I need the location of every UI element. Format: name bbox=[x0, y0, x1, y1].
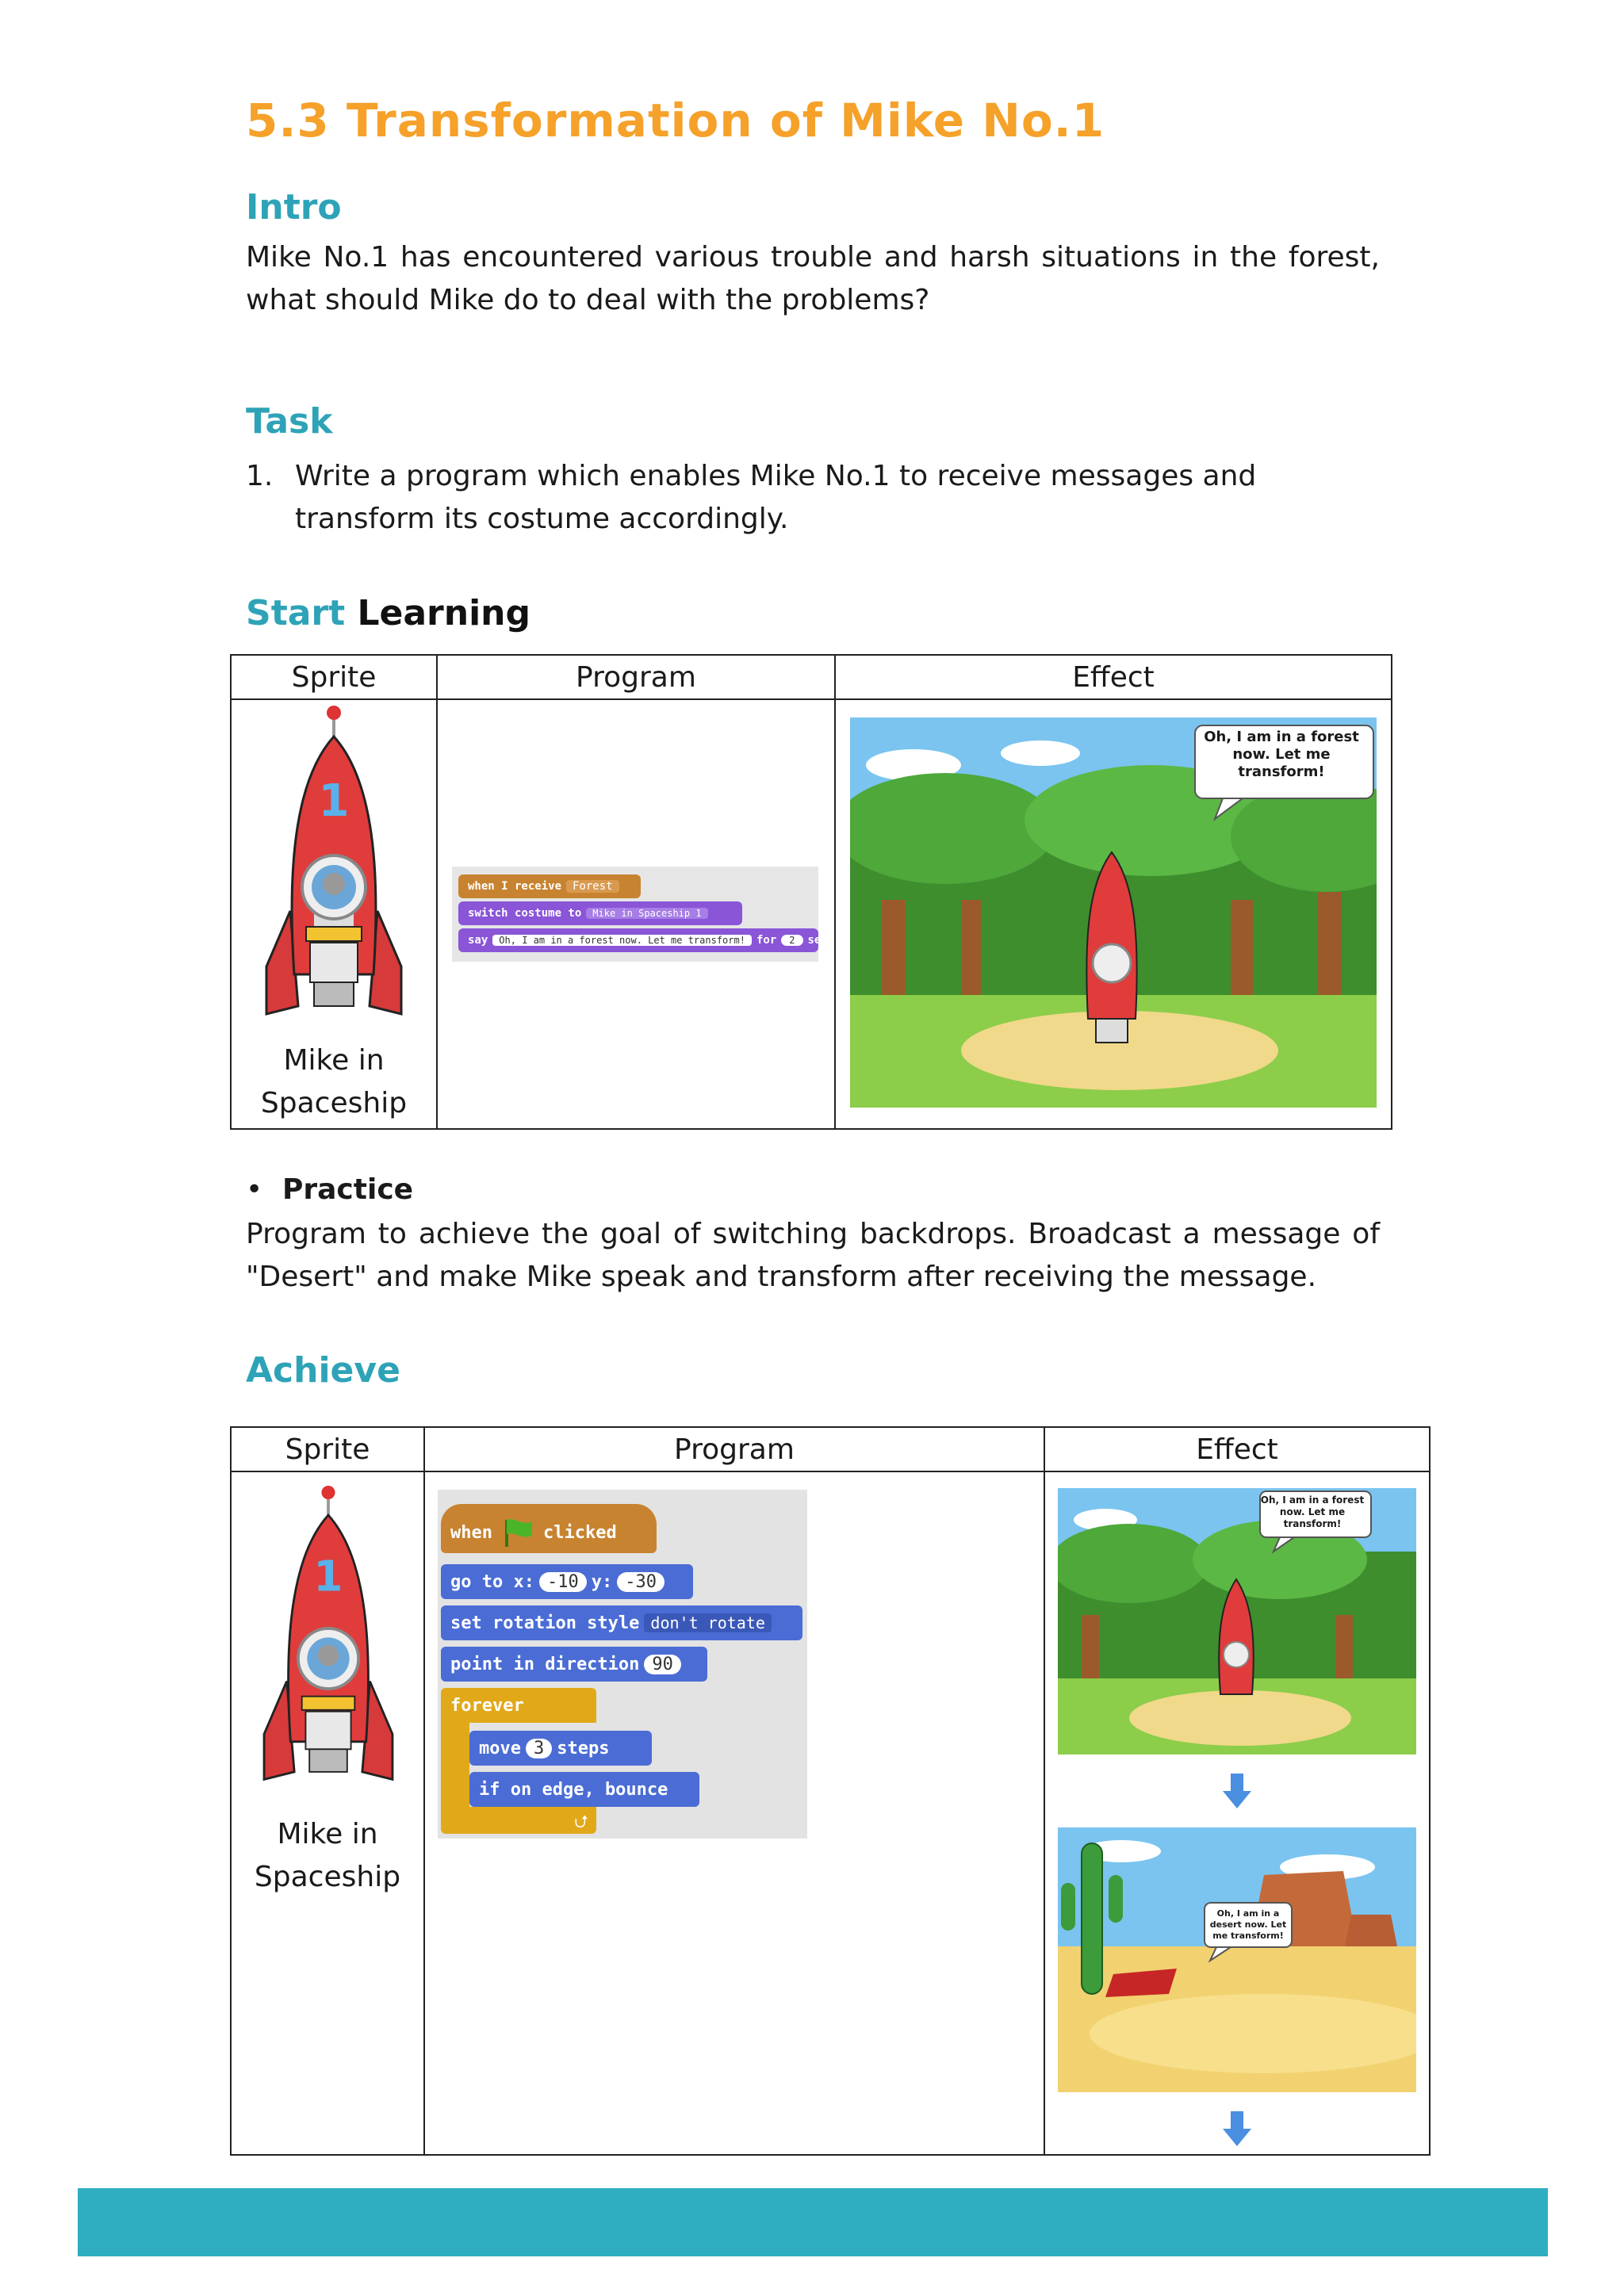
forever-label-bar bbox=[441, 1688, 596, 1723]
block-say bbox=[458, 928, 835, 952]
start-learning-table bbox=[230, 654, 1392, 1130]
intro-heading: Intro bbox=[246, 187, 342, 228]
x-input[interactable]: -10 bbox=[539, 1572, 587, 1592]
program-cell bbox=[437, 699, 835, 1129]
block-label: when bbox=[450, 1522, 492, 1543]
block-label: clicked bbox=[542, 1522, 617, 1543]
block-label: say bbox=[468, 934, 488, 947]
block-when-flag-clicked bbox=[441, 1504, 657, 1553]
rotation-style-dropdown[interactable]: don't rotate bbox=[644, 1613, 772, 1632]
table-header-program: Program bbox=[437, 655, 835, 699]
sprite-cell bbox=[231, 699, 437, 1129]
rocket-sprite-image bbox=[251, 705, 417, 1038]
forever-arm bbox=[441, 1723, 469, 1810]
block-label: secs bbox=[807, 934, 835, 947]
practice-bullet: • bbox=[246, 1173, 263, 1206]
block-label: switch costume to bbox=[468, 907, 582, 920]
block-label: for bbox=[756, 934, 777, 947]
desert-speech-bubble: Oh, I am in a desert now. Let me transform! bbox=[1209, 1908, 1287, 1941]
block-if-on-edge-bounce bbox=[469, 1772, 699, 1807]
sprite-caption bbox=[232, 1039, 436, 1125]
message-dropdown[interactable]: Forest bbox=[566, 880, 619, 893]
arrow-down-icon bbox=[1221, 1774, 1253, 1810]
block-label: steps bbox=[557, 1738, 610, 1758]
table-header-program: Program bbox=[424, 1427, 1044, 1471]
block-label: when I receive bbox=[468, 880, 562, 893]
task-item-text: Write a program which enables Mike No.1 to receive messages and transform its costume accordingly. bbox=[295, 460, 1257, 535]
rocket-sprite-image bbox=[249, 1477, 408, 1810]
svg-text:1: 1 bbox=[318, 775, 350, 827]
direction-input[interactable]: 90 bbox=[644, 1655, 681, 1674]
sprite-caption-line1: Mike in bbox=[277, 1818, 378, 1850]
page-title: 5.3 Transformation of Mike No.1 bbox=[246, 94, 1105, 147]
block-move-steps bbox=[469, 1731, 652, 1766]
sprite-cell bbox=[231, 1471, 424, 2155]
block-when-receive bbox=[458, 874, 641, 898]
forest-speech-bubble: Oh, I am in a forest now. Let me transform! bbox=[1260, 1494, 1365, 1529]
arrow-down-icon bbox=[1221, 2111, 1253, 2148]
sprite-caption-line1: Mike in bbox=[283, 1044, 385, 1077]
start-learning-heading-part2: Learning bbox=[357, 593, 530, 633]
block-label: y: bbox=[591, 1571, 613, 1592]
effect-cell bbox=[1044, 1471, 1430, 2155]
green-flag-icon[interactable] bbox=[500, 1517, 535, 1548]
sprite-caption bbox=[232, 1813, 423, 1899]
block-label: forever bbox=[450, 1695, 524, 1716]
intro-text: Mike No.1 has encountered various trouble and harsh situations in the forest, what should Mike do to deal with the problems? bbox=[246, 241, 1380, 316]
footer-bar bbox=[78, 2188, 1548, 2256]
y-input[interactable]: -30 bbox=[617, 1572, 665, 1592]
block-label: set rotation style bbox=[450, 1613, 640, 1633]
start-learning-heading bbox=[246, 593, 530, 633]
block-set-rotation-style bbox=[441, 1605, 802, 1640]
say-text-input[interactable]: Oh, I am in a forest now. Let me transform! bbox=[492, 935, 752, 946]
block-label: if on edge, bounce bbox=[479, 1779, 668, 1800]
scratch-script-area bbox=[452, 867, 835, 962]
table-header-sprite: Sprite bbox=[231, 1427, 424, 1471]
block-label: go to x: bbox=[450, 1571, 534, 1592]
practice-text: Program to achieve the goal of switching backdrops. Broadcast a message of "Desert" and make Mike speak and transform after receiving the message. bbox=[246, 1218, 1380, 1293]
costume-dropdown[interactable]: Mike in Spaceship 1 bbox=[586, 908, 707, 919]
sprite-caption-line2: Spaceship bbox=[254, 1861, 401, 1893]
secs-input[interactable]: 2 bbox=[781, 935, 802, 946]
svg-text:1: 1 bbox=[313, 1551, 343, 1601]
task-heading: Task bbox=[246, 401, 333, 442]
practice-heading: Practice bbox=[282, 1173, 414, 1206]
sprite-caption-line2: Spaceship bbox=[260, 1087, 408, 1119]
block-point-in-direction bbox=[441, 1647, 707, 1682]
start-learning-heading-part1: Start bbox=[246, 593, 346, 633]
block-go-to-xy bbox=[441, 1564, 693, 1599]
table-header-effect: Effect bbox=[835, 655, 1392, 699]
block-switch-costume bbox=[458, 901, 742, 925]
effect-cell bbox=[835, 699, 1392, 1129]
table-header-effect: Effect bbox=[1044, 1427, 1430, 1471]
task-item-number: 1. bbox=[246, 460, 274, 492]
loop-arrow-icon: ⮍ bbox=[574, 1812, 588, 1832]
forest-speech-bubble: Oh, I am in a forest now. Let me transform! bbox=[1204, 729, 1359, 780]
program-cell bbox=[424, 1471, 1044, 2155]
achieve-heading: Achieve bbox=[246, 1350, 400, 1391]
achieve-table bbox=[230, 1426, 1431, 2156]
forever-bottom bbox=[441, 1807, 596, 1834]
steps-input[interactable]: 3 bbox=[526, 1739, 552, 1758]
scratch-script-area bbox=[438, 1490, 807, 1839]
table-header-sprite: Sprite bbox=[231, 655, 437, 699]
block-label: move bbox=[479, 1738, 521, 1758]
desert-effect-image bbox=[1058, 1827, 1416, 2092]
block-label: point in direction bbox=[450, 1654, 640, 1674]
